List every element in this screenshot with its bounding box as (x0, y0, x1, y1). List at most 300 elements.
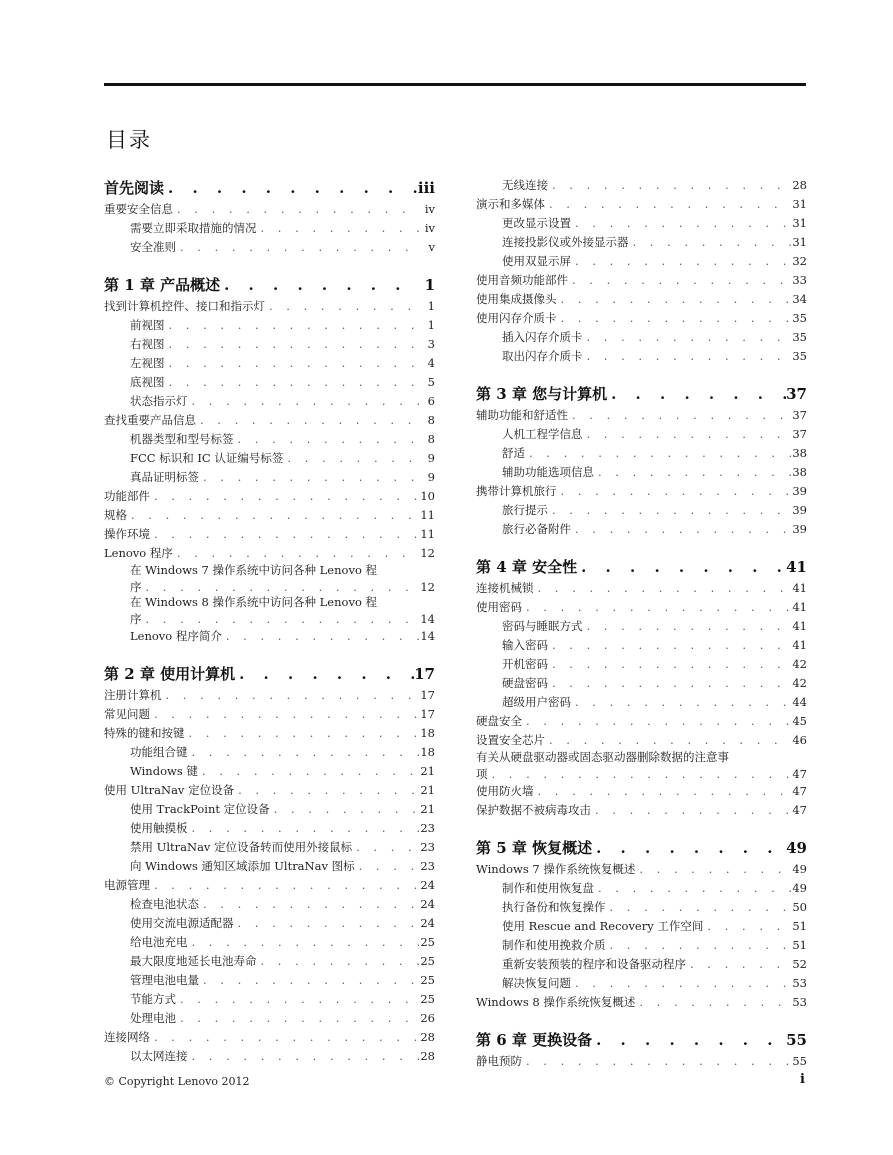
toc-entry[interactable] (476, 444, 807, 463)
leader-dots (635, 993, 791, 1012)
toc-entry[interactable] (476, 655, 807, 674)
toc-page-number: 47 (792, 803, 807, 817)
toc-entry-title: Windows 键 (130, 764, 198, 778)
toc-entry-title: 更改显示设置 (502, 216, 571, 230)
toc-page-number: 11 (420, 508, 435, 522)
leader-dots (234, 430, 420, 449)
toc-entry[interactable] (104, 200, 435, 219)
toc-entry-title: 最大限度地延长电池寿命 (130, 954, 257, 968)
toc-page-number: 21 (420, 802, 435, 816)
toc-entry-title: 机器类型和型号标签 (130, 432, 234, 446)
toc-entry[interactable] (104, 238, 435, 257)
toc-page-number: 35 (792, 311, 807, 325)
leader-dots (703, 917, 791, 936)
toc-entry[interactable] (104, 297, 435, 316)
toc-entry-title: 设置安全芯片 (476, 733, 545, 747)
toc-page-number: 17 (420, 688, 435, 702)
toc-entry[interactable] (104, 895, 435, 914)
leader-dots (548, 176, 791, 195)
toc-page-number: 55 (792, 1054, 807, 1068)
toc-entry[interactable] (104, 449, 435, 468)
toc-entry-title: 连接机械锁 (476, 581, 534, 595)
toc-entry[interactable] (476, 898, 807, 917)
toc-page-number: 38 (792, 446, 807, 460)
toc-page-number: 23 (420, 821, 435, 835)
toc-chapter[interactable] (104, 273, 435, 297)
toc-entry[interactable] (476, 598, 807, 617)
toc-entry[interactable] (104, 392, 435, 411)
leader-dots (150, 487, 419, 506)
toc-entry-title: 携带计算机旅行 (476, 484, 557, 498)
toc-page-number: 11 (420, 527, 435, 541)
toc-chapter[interactable] (104, 662, 435, 686)
leader-dots (571, 974, 791, 993)
toc-page-number: 38 (792, 465, 807, 479)
toc-page-number: 9 (427, 451, 435, 465)
toc-entry[interactable] (104, 411, 435, 430)
toc-entry[interactable] (104, 914, 435, 933)
leader-dots (176, 238, 419, 257)
toc-entry[interactable] (476, 693, 807, 712)
toc-entry-title: 连接投影仪或外接显示器 (502, 235, 629, 249)
toc-entry[interactable] (104, 781, 435, 800)
leader-dots (185, 724, 420, 743)
toc-entry-title: 第 1 章 产品概述 (104, 276, 221, 294)
leader-dots (583, 328, 792, 347)
leader-dots (199, 971, 419, 990)
toc-entry-title: 使用 TrackPoint 定位设备 (130, 802, 270, 816)
toc-page-number: 42 (792, 676, 807, 690)
toc-page-number: 28 (792, 178, 807, 192)
leader-dots (607, 382, 786, 406)
toc-entry[interactable] (104, 335, 435, 354)
leader-dots (188, 933, 420, 952)
toc-entry[interactable] (476, 290, 807, 309)
leader-dots (270, 800, 419, 819)
toc-entry-title: 使用密码 (476, 600, 522, 614)
toc-page-number: 14 (420, 629, 435, 643)
toc-entry-title: 超级用户密码 (502, 695, 571, 709)
toc-entry-title: 查找重要产品信息 (104, 413, 196, 427)
toc-entry-title: 辅助功能和舒适性 (476, 408, 568, 422)
toc-entry[interactable] (104, 819, 435, 838)
leader-dots (525, 444, 791, 463)
toc-chapter[interactable] (476, 382, 807, 406)
toc-column-left (104, 176, 435, 1066)
leader-dots (557, 482, 792, 501)
toc-page-number: 35 (792, 349, 807, 363)
toc-page-number: 37 (792, 408, 807, 422)
toc-entry-title: 密码与睡眠方式 (502, 619, 583, 633)
toc-entry-title: 找到计算机控件、接口和指示灯 (104, 299, 265, 313)
leader-dots (142, 580, 420, 595)
toc-page-number: 17 (420, 707, 435, 721)
toc-entry[interactable] (476, 406, 807, 425)
leader-dots (234, 914, 420, 933)
leader-dots (488, 767, 792, 782)
toc-entry[interactable] (104, 525, 435, 544)
toc-entry-title: 第 4 章 安全性 (476, 558, 578, 576)
toc-entry-title: 电源管理 (104, 878, 150, 892)
toc-page-number: 26 (420, 1011, 435, 1025)
toc-entry[interactable] (104, 686, 435, 705)
toc-entry[interactable] (476, 328, 807, 347)
toc-entry[interactable] (104, 468, 435, 487)
toc-entry-title: 制作和使用挽救介质 (502, 938, 606, 952)
toc-entry-title: 旅行提示 (502, 503, 548, 517)
leader-dots (173, 200, 419, 219)
toc-page-number: 4 (427, 356, 435, 370)
toc-entry-title: 前视图 (130, 318, 165, 332)
toc-chapter[interactable] (476, 1028, 807, 1052)
header-rule (104, 83, 806, 86)
leader-dots (592, 836, 786, 860)
toc-entry[interactable] (476, 617, 807, 636)
leader-dots (283, 449, 419, 468)
toc-entry-title: 检查电池状态 (130, 897, 199, 911)
toc-entry[interactable] (476, 233, 807, 252)
toc-entry[interactable] (104, 743, 435, 762)
leader-dots (548, 636, 791, 655)
toc-entry[interactable] (104, 219, 435, 238)
toc-entry[interactable] (104, 876, 435, 895)
leader-dots (188, 1047, 420, 1066)
leader-dots (557, 290, 792, 309)
toc-page-number: 5 (427, 375, 435, 389)
toc-entry[interactable] (476, 712, 807, 731)
toc-entry-title: 功能组合键 (130, 745, 188, 759)
toc-entry[interactable] (476, 993, 807, 1012)
toc-entry[interactable] (476, 917, 807, 936)
toc-entry[interactable] (104, 990, 435, 1009)
toc-page-number: 41 (792, 581, 807, 595)
toc-page-number: 41 (786, 558, 807, 576)
toc-entry-title: 处理电池 (130, 1011, 176, 1025)
leader-dots (176, 1009, 419, 1028)
toc-entry-title: 使用触摸板 (130, 821, 188, 835)
toc-entry-title: 辅助功能选项信息 (502, 465, 594, 479)
toc-column-right (476, 176, 807, 1071)
toc-chapter[interactable] (104, 176, 435, 200)
toc-page-number: 10 (420, 489, 435, 503)
toc-entry-title: 保护数据不被病毒攻击 (476, 803, 591, 817)
toc-entry[interactable] (104, 724, 435, 743)
toc-entry[interactable] (104, 1028, 435, 1047)
toc-entry-title: 取出闪存介质卡 (502, 349, 583, 363)
leader-dots (594, 879, 791, 898)
leader-dots (591, 801, 791, 820)
toc-page-number: 47 (792, 784, 807, 798)
toc-entry[interactable] (476, 731, 807, 750)
toc-page-number: 28 (420, 1049, 435, 1063)
toc-entry-title: 安全准则 (130, 240, 176, 254)
leader-dots (165, 335, 420, 354)
toc-entry[interactable] (476, 482, 807, 501)
leader-dots (235, 662, 414, 686)
toc-page-number: 8 (427, 432, 435, 446)
toc-page-number: 39 (792, 522, 807, 536)
toc-entry-title: Windows 7 操作系统恢复概述 (476, 862, 636, 876)
toc-page-number: 8 (427, 413, 435, 427)
leader-dots (557, 309, 792, 328)
toc-page-number: 41 (792, 619, 807, 633)
toc-entry[interactable] (104, 762, 435, 781)
toc-page-number: 18 (420, 726, 435, 740)
toc-entry-title: Lenovo 程序简介 (130, 629, 222, 643)
toc-page-number: 49 (792, 862, 807, 876)
toc-entry[interactable] (476, 1052, 807, 1071)
toc-entry[interactable] (104, 1009, 435, 1028)
leader-dots (635, 860, 791, 879)
toc-entry[interactable] (104, 354, 435, 373)
toc-entry[interactable] (476, 463, 807, 482)
leader-dots (568, 406, 791, 425)
leader-dots (534, 782, 792, 801)
leader-dots (548, 674, 791, 693)
toc-chapter[interactable] (476, 836, 807, 860)
toc-page-number: 34 (792, 292, 807, 306)
leader-dots (188, 392, 420, 411)
toc-entry-title: 特殊的键和按键 (104, 726, 185, 740)
toc-chapter[interactable] (476, 555, 807, 579)
toc-entry[interactable] (476, 176, 807, 195)
toc-page-number: 37 (786, 385, 807, 403)
toc-entry-title: 开机密码 (502, 657, 548, 671)
toc-page-number: 1 (427, 318, 435, 332)
leader-dots (176, 990, 419, 1009)
leader-dots (165, 354, 420, 373)
leader-dots (594, 463, 791, 482)
toc-entry-title: 第 2 章 使用计算机 (104, 665, 236, 683)
toc-page-number: 3 (427, 337, 435, 351)
toc-entry-title: 静电预防 (476, 1054, 522, 1068)
toc-entry[interactable] (476, 955, 807, 974)
toc-entry-title: 有关从硬盘驱动器或固态驱动器删除数据的注意事 (476, 750, 729, 764)
toc-entry[interactable] (476, 309, 807, 328)
leader-dots (629, 233, 792, 252)
toc-entry[interactable] (476, 636, 807, 655)
leader-dots (196, 411, 419, 430)
toc-entry[interactable] (104, 627, 435, 646)
toc-page-number: 52 (792, 957, 807, 971)
toc-entry-title: 输入密码 (502, 638, 548, 652)
toc-entry-title: 使用交流电源适配器 (130, 916, 234, 930)
toc-page-number: 23 (420, 840, 435, 854)
leader-dots (150, 876, 419, 895)
toc-entry[interactable] (104, 487, 435, 506)
toc-entry[interactable] (476, 501, 807, 520)
toc-page-number: iv (424, 221, 435, 235)
toc-entry[interactable] (104, 857, 435, 876)
leader-dots (150, 525, 419, 544)
toc-entry-title: 右视图 (130, 337, 165, 351)
toc-entry-title: 常见问题 (104, 707, 150, 721)
toc-entry[interactable] (104, 430, 435, 449)
toc-entry[interactable] (104, 1047, 435, 1066)
leader-dots (188, 743, 420, 762)
toc-entry[interactable] (476, 195, 807, 214)
toc-entry-title: 演示和多媒体 (476, 197, 545, 211)
leader-dots (571, 214, 791, 233)
leader-dots (234, 781, 419, 800)
leader-dots (355, 857, 419, 876)
toc-entry[interactable] (476, 936, 807, 955)
toc-entry[interactable] (104, 316, 435, 335)
toc-entry[interactable] (476, 347, 807, 366)
page-title: 目录 (106, 128, 152, 152)
toc-page-number: 21 (420, 783, 435, 797)
toc-entry-title: 节能方式 (130, 992, 176, 1006)
leader-dots (522, 712, 791, 731)
toc-entry-title: 重要安全信息 (104, 202, 173, 216)
toc-entry[interactable] (476, 974, 807, 993)
toc-entry[interactable] (104, 595, 435, 627)
toc-entry-title: 使用 UltraNav 定位设备 (104, 783, 235, 797)
toc-entry-title: 功能部件 (104, 489, 150, 503)
toc-page-number: 1 (427, 299, 435, 313)
toc-entry[interactable] (476, 860, 807, 879)
toc-entry[interactable] (476, 674, 807, 693)
leader-dots (188, 819, 420, 838)
toc-entry-title: 底视图 (130, 375, 165, 389)
leader-dots (257, 219, 420, 238)
toc-entry[interactable] (476, 214, 807, 233)
toc-page-number: 32 (792, 254, 807, 268)
toc-entry-title: 管理电池电量 (130, 973, 199, 987)
toc-page-number: 42 (792, 657, 807, 671)
toc-page-number: 53 (792, 995, 807, 1009)
leader-dots (686, 955, 791, 974)
toc-entry[interactable] (104, 544, 435, 563)
toc-entry-title: 无线连接 (502, 178, 548, 192)
toc-entry-title: 规格 (104, 508, 127, 522)
toc-entry[interactable] (476, 750, 807, 782)
toc-page-number: iii (417, 179, 435, 197)
toc-entry[interactable] (476, 782, 807, 801)
leader-dots (583, 347, 792, 366)
leader-dots (577, 555, 786, 579)
toc-entry[interactable] (104, 971, 435, 990)
leader-dots (199, 468, 419, 487)
leader-dots (164, 176, 418, 200)
toc-entry[interactable] (476, 252, 807, 271)
toc-entry[interactable] (476, 579, 807, 598)
toc-page-number: 18 (420, 745, 435, 759)
toc-page-number: 25 (420, 935, 435, 949)
toc-entry-title: 连接网络 (104, 1030, 150, 1044)
leader-dots (545, 731, 791, 750)
toc-entry-title-continued: 序 (130, 580, 142, 594)
toc-entry[interactable] (476, 801, 807, 820)
copyright-notice: © Copyright Lenovo 2012 (104, 1075, 250, 1088)
toc-entry-title: 以太网连接 (130, 1049, 188, 1063)
toc-entry[interactable] (104, 563, 435, 595)
leader-dots (522, 598, 791, 617)
toc-entry-title: 旅行必备附件 (502, 522, 571, 536)
toc-entry-title: 在 Windows 8 操作系统中访问各种 Lenovo 程 (130, 595, 378, 609)
leader-dots (522, 1052, 791, 1071)
toc-page-number: 21 (420, 764, 435, 778)
toc-page-number: 12 (420, 580, 435, 594)
toc-page-number: 25 (420, 954, 435, 968)
toc-entry-title: 第 6 章 更换设备 (476, 1031, 593, 1049)
toc-page-number: 6 (427, 394, 435, 408)
toc-entry-title: 需要立即采取措施的情况 (130, 221, 257, 235)
toc-entry-title: 在 Windows 7 操作系统中访问各种 Lenovo 程 (130, 563, 378, 577)
leader-dots (352, 838, 419, 857)
toc-page-number: 45 (792, 714, 807, 728)
leader-dots (199, 895, 419, 914)
toc-page-number: 51 (792, 919, 807, 933)
toc-page-number: 50 (792, 900, 807, 914)
leader-dots (150, 705, 419, 724)
toc-page-number: 25 (420, 973, 435, 987)
leader-dots (257, 952, 420, 971)
toc-page-number: 47 (792, 767, 807, 781)
toc-entry[interactable] (104, 952, 435, 971)
toc-entry[interactable] (104, 373, 435, 392)
toc-entry[interactable] (476, 520, 807, 539)
toc-entry[interactable] (476, 425, 807, 444)
leader-dots (127, 506, 419, 525)
leader-dots (222, 627, 419, 646)
toc-page-number: 31 (792, 197, 807, 211)
toc-entry-title: 制作和使用恢复盘 (502, 881, 594, 895)
toc-entry-title-continued: 项 (476, 767, 488, 781)
toc-page-number: 9 (427, 470, 435, 484)
toc-page-number: iv (424, 202, 435, 216)
toc-page-number: 49 (786, 839, 807, 857)
toc-entry[interactable] (476, 271, 807, 290)
toc-entry-title: 向 Windows 通知区域添加 UltraNav 图标 (130, 859, 355, 873)
leader-dots (606, 898, 792, 917)
leader-dots (265, 297, 419, 316)
toc-entry[interactable] (104, 705, 435, 724)
toc-page-number: 1 (424, 276, 435, 294)
leader-dots (583, 617, 792, 636)
toc-entry-title: Lenovo 程序 (104, 546, 173, 560)
toc-page-number: 24 (420, 916, 435, 930)
toc-entry[interactable] (104, 838, 435, 857)
toc-page-number: 44 (792, 695, 807, 709)
toc-entry-title: 使用防火墙 (476, 784, 534, 798)
toc-entry[interactable] (104, 506, 435, 525)
toc-page-number: 49 (792, 881, 807, 895)
toc-page-number: 39 (792, 484, 807, 498)
toc-entry[interactable] (104, 933, 435, 952)
leader-dots (173, 544, 419, 563)
toc-page-number: 28 (420, 1030, 435, 1044)
toc-entry[interactable] (104, 800, 435, 819)
toc-page-number: 53 (792, 976, 807, 990)
leader-dots (548, 655, 791, 674)
toc-page-number: 35 (792, 330, 807, 344)
toc-entry-title: 第 3 章 您与计算机 (476, 385, 608, 403)
leader-dots (548, 501, 791, 520)
leader-dots (571, 520, 791, 539)
leader-dots (583, 425, 792, 444)
toc-entry[interactable] (476, 879, 807, 898)
toc-entry-title: 操作环境 (104, 527, 150, 541)
leader-dots (606, 936, 792, 955)
toc-page-number: 41 (792, 638, 807, 652)
toc-entry-title: 禁用 UltraNav 定位设备转而使用外接鼠标 (130, 840, 353, 854)
toc-page-number: 23 (420, 859, 435, 873)
toc-entry-title: 使用集成摄像头 (476, 292, 557, 306)
toc-entry-title: 左视图 (130, 356, 165, 370)
leader-dots (150, 1028, 419, 1047)
toc-page-number: 14 (420, 612, 435, 626)
